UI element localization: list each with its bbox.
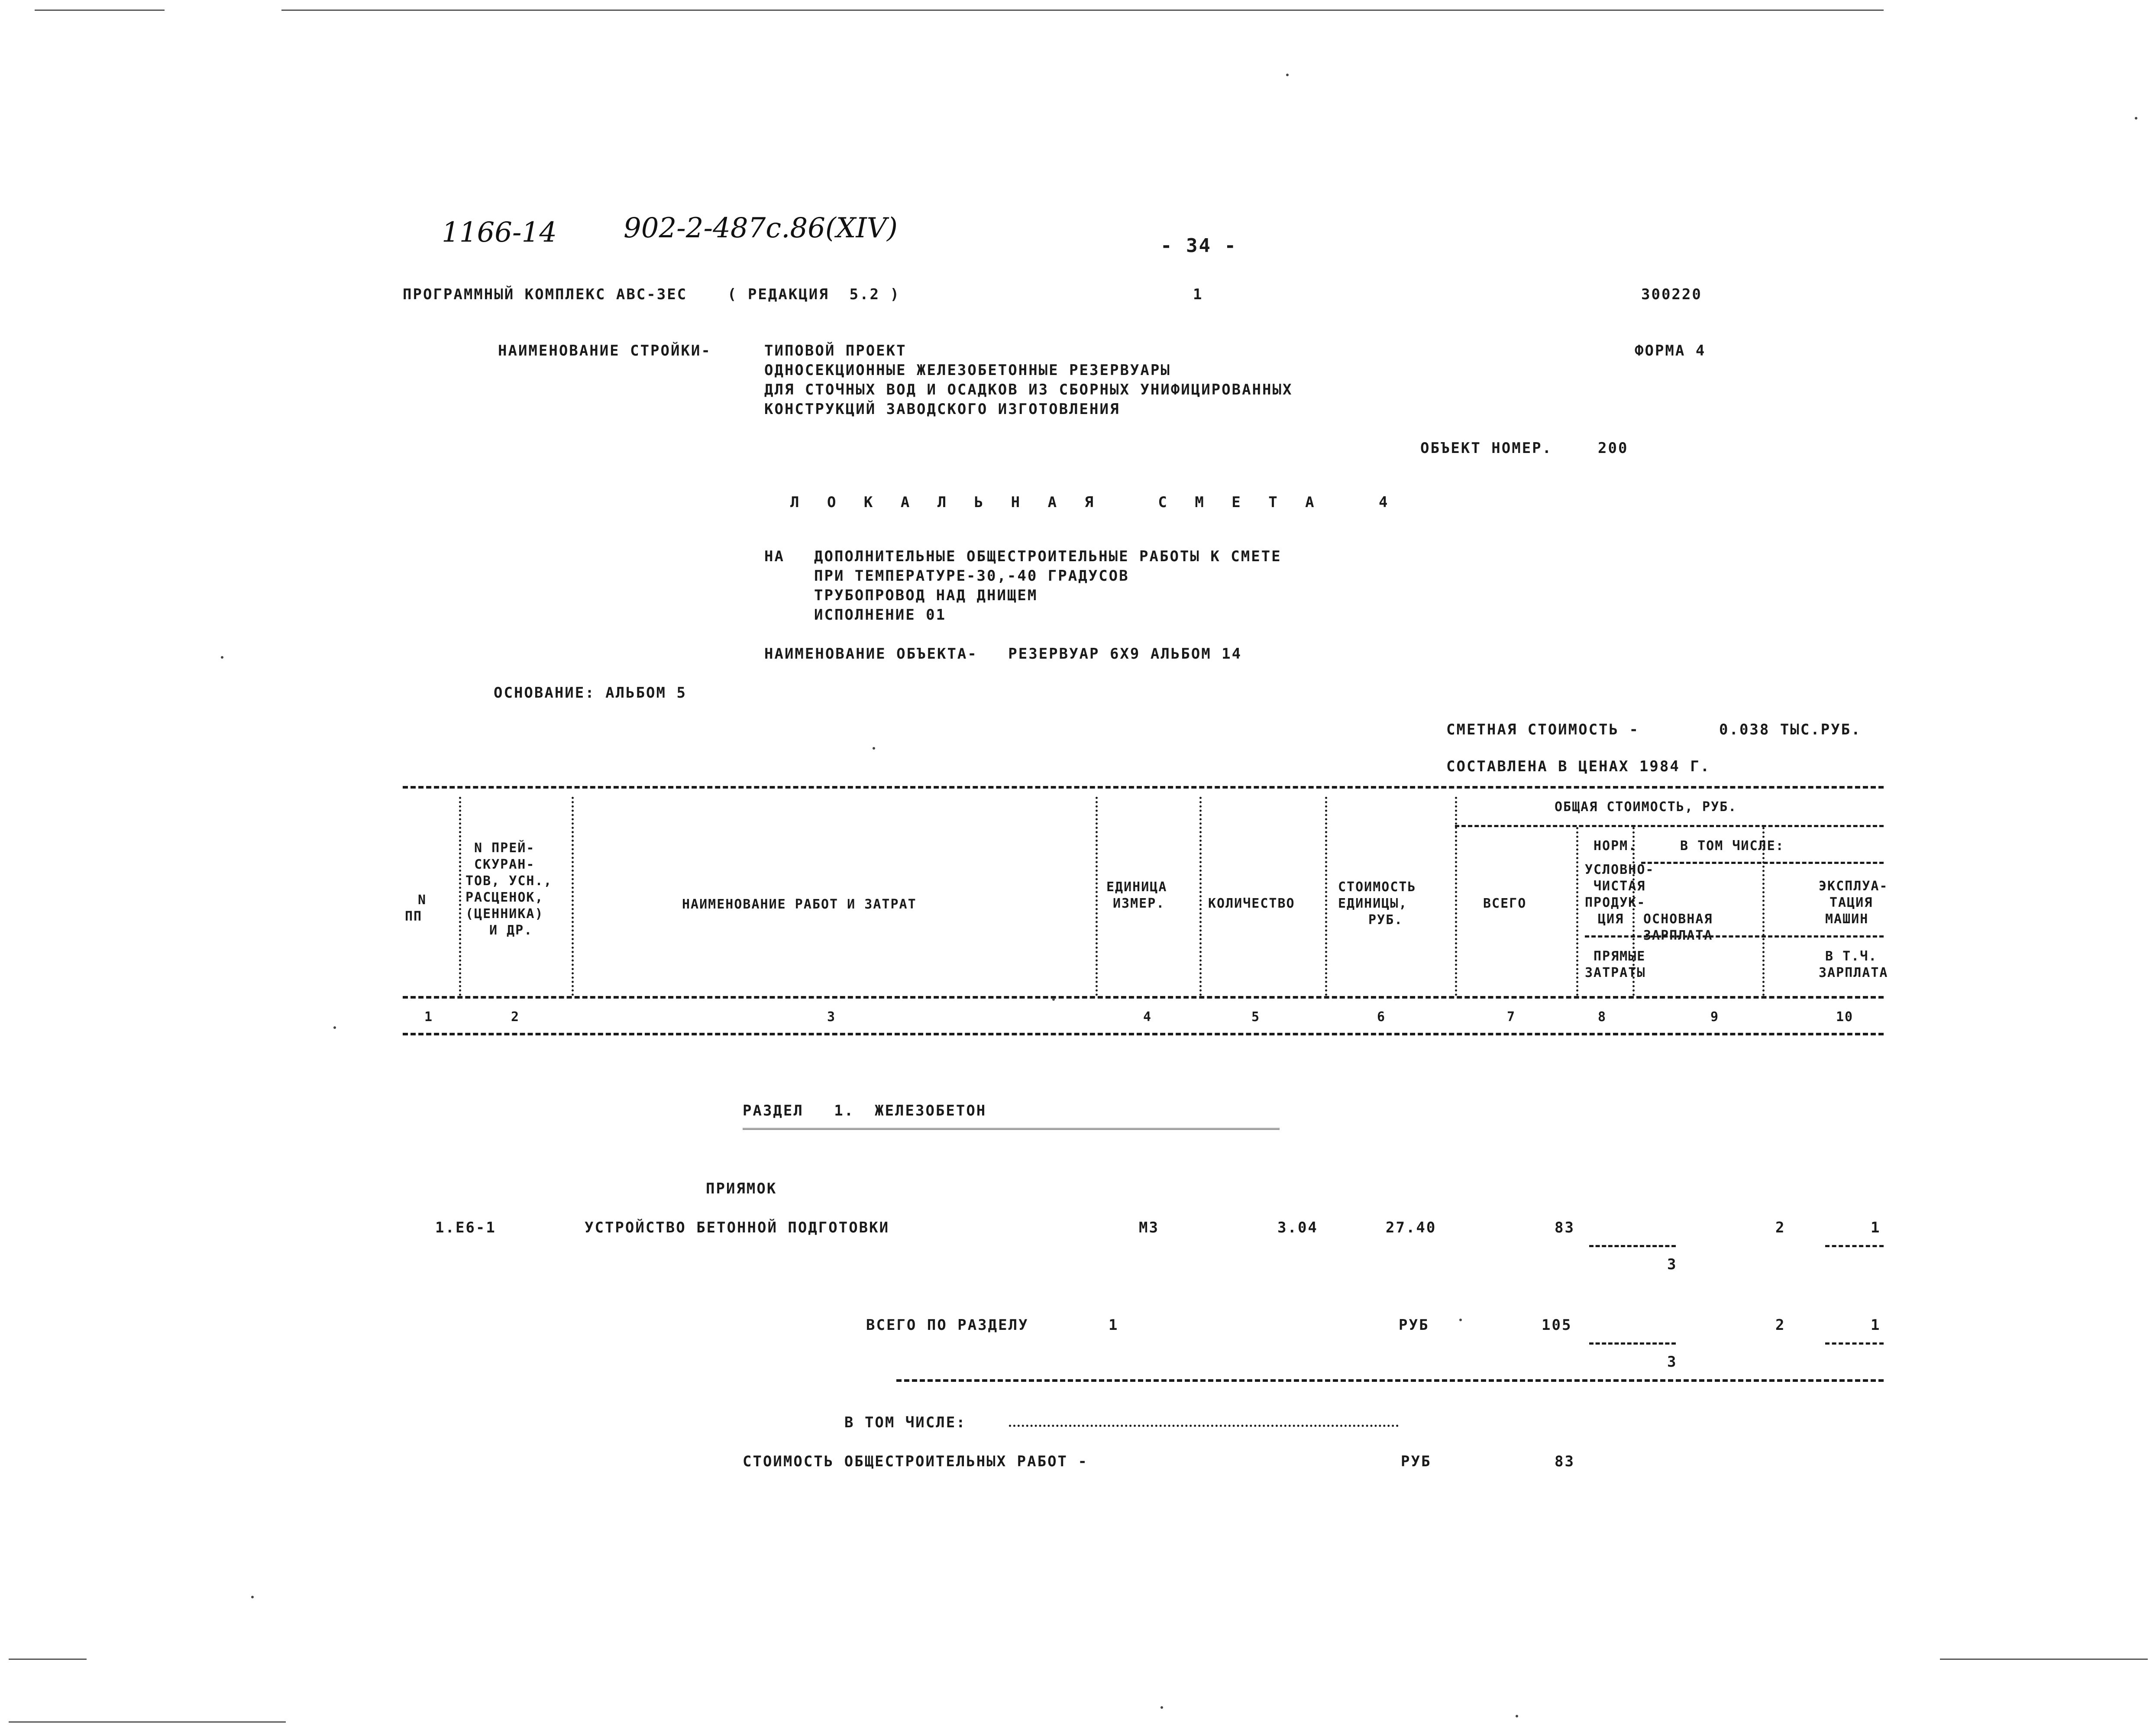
hdr-pp: ПП — [405, 909, 423, 924]
handwritten-note-project: 902-2-487c.86(XIV) — [624, 212, 898, 244]
hdr-qty: КОЛИЧЕСТВО — [1208, 896, 1295, 911]
incl-label: В ТОМ ЧИСЛЕ: — [844, 1414, 966, 1431]
construction-label: НАИМЕНОВАНИЕ СТРОЙКИ- — [498, 342, 711, 359]
hdr-price-3: ТОВ, УСН., — [465, 873, 553, 889]
construction-line-1: ТИПОВОЙ ПРОЕКТ — [764, 342, 907, 359]
scan-speck — [1160, 1706, 1163, 1709]
col-number-9: 9 — [1710, 1009, 1720, 1025]
hdr-price-4: РАСЦЕНОК, — [465, 890, 544, 905]
hdr-exp-1: ЭКСПЛУА- — [1819, 879, 1888, 894]
hdr-exp-3: МАШИН — [1825, 912, 1869, 927]
hdr-norm-5: ЦИЯ — [1598, 912, 1624, 927]
scan-edge-bottom — [9, 1721, 286, 1723]
hdr-price-6: И ДР. — [489, 923, 533, 938]
construction-line-4: КОНСТРУКЦИЙ ЗАВОДСКОГО ИЗГОТОВЛЕНИЯ — [764, 401, 1120, 418]
row-code: 1.Е6-1 — [435, 1219, 496, 1236]
section-total-unit: РУБ — [1399, 1316, 1429, 1334]
works-value: 83 — [1555, 1453, 1575, 1470]
handwritten-note-left: 1166-14 — [442, 217, 557, 249]
hdr-exp-salary-1: В Т.Ч. — [1825, 949, 1878, 964]
purpose-line-1: ДОПОЛНИТЕЛЬНЫЕ ОБЩЕСТРОИТЕЛЬНЫЕ РАБОТЫ К СМЕТЕ — [814, 548, 1282, 565]
section-total-exp: 2 — [1775, 1316, 1786, 1334]
hdr-unit-2: ИЗМЕР. — [1113, 896, 1165, 911]
purpose-line-4: ИСПОЛНЕНИЕ 01 — [814, 606, 947, 624]
section-title: РАЗДЕЛ 1. ЖЕЛЕЗОБЕТОН — [743, 1102, 987, 1119]
section-group: ПРИЯМОК — [706, 1180, 777, 1197]
section-total-no: 1 — [1109, 1316, 1119, 1334]
row-salary: 3 — [1667, 1256, 1678, 1273]
hdr-price-5: (ЦЕННИКА) — [465, 906, 544, 922]
hdr-norm-4: ПРОДУК- — [1585, 895, 1646, 910]
col-number-8: 8 — [1597, 1009, 1607, 1025]
scan-edge-top-left — [35, 10, 165, 11]
hdr-incl: В ТОМ ЧИСЛЕ: — [1680, 838, 1784, 854]
hdr-unit-1: ЕДИНИЦА — [1106, 880, 1167, 895]
object-name: НАИМЕНОВАНИЕ ОБЪЕКТА- РЕЗЕРВУАР 6Х9 АЛЬБОМ 14 — [764, 645, 1242, 663]
object-label: ОБЪЕКТ НОМЕР. — [1420, 440, 1553, 457]
estimate-title: Л О К А Л Ь Н А Я С М Е Т А 4 — [790, 494, 1397, 511]
scan-edge-bottom-left — [9, 1659, 87, 1660]
section-underline — [743, 1128, 1280, 1130]
table-rule-header-bottom — [403, 996, 1884, 999]
purpose-line-3: ТРУБОПРОВОД НАД ДНИЩЕМ — [814, 587, 1038, 604]
col-number-6: 6 — [1377, 1009, 1386, 1025]
program-page-no: 1 — [1193, 286, 1203, 303]
hdr-price-2: СКУРАН- — [474, 857, 535, 872]
hdr-unit-cost-3: РУБ. — [1368, 912, 1403, 928]
scan-speck — [2135, 117, 2137, 120]
col-number-3: 3 — [827, 1009, 836, 1025]
hdr-direct-2: ЗАТРАТЫ — [1585, 965, 1646, 980]
total-direct-rule — [1589, 1342, 1676, 1345]
row-total: 83 — [1555, 1219, 1575, 1236]
scan-speck — [221, 656, 223, 659]
scan-speck — [1052, 998, 1055, 1001]
col-sep-3 — [1096, 797, 1098, 996]
hdr-total-group: ОБЩАЯ СТОИМОСТЬ, РУБ. — [1555, 799, 1737, 815]
hdr-exp-2: ТАЦИЯ — [1830, 895, 1873, 910]
hdr-n: N — [418, 892, 427, 908]
hdr-work-name: НАИМЕНОВАНИЕ РАБОТ И ЗАТРАТ — [682, 897, 917, 912]
col-sep-2 — [572, 797, 574, 996]
table-rule-numbers-bottom — [403, 1033, 1884, 1035]
col-sep-1 — [459, 797, 461, 996]
col-number-2: 2 — [511, 1009, 520, 1025]
scan-speck — [333, 1026, 336, 1029]
col-sep-5 — [1325, 797, 1327, 996]
table-rule-top — [403, 786, 1884, 789]
form-label: ФОРМА 4 — [1635, 342, 1706, 359]
hdr-salary-2: ЗАРПЛАТА — [1643, 928, 1713, 943]
row-qty: 3.04 — [1277, 1219, 1318, 1236]
cost-label: СМЕТНАЯ СТОИМОСТЬ - — [1446, 721, 1639, 738]
row-exp-salary: 1 — [1871, 1219, 1881, 1236]
scan-edge-top — [281, 10, 1884, 11]
construction-line-2: ОДНОСЕКЦИОННЫЕ ЖЕЛЕЗОБЕТОННЫЕ РЕЗЕРВУАРЫ — [764, 362, 1171, 379]
hdr-norm-1: НОРМ. — [1594, 838, 1637, 854]
works-unit: РУБ — [1401, 1453, 1432, 1470]
scan-speck — [1286, 74, 1289, 76]
row-unit: М3 — [1139, 1219, 1159, 1236]
section-total-rule — [896, 1379, 1884, 1382]
object-number: 200 — [1598, 440, 1629, 457]
section-total-salary: 3 — [1667, 1353, 1678, 1371]
col-number-4: 4 — [1143, 1009, 1152, 1025]
section-total-exp-salary: 1 — [1871, 1316, 1881, 1334]
purpose-line-2: ПРИ ТЕМПЕРАТУРЕ-30,-40 ГРАДУСОВ — [814, 567, 1129, 585]
prices-note: СОСТАВЛЕНА В ЦЕНАХ 1984 Г. — [1446, 758, 1711, 775]
program-code: 300220 — [1641, 286, 1702, 303]
row-exp: 2 — [1775, 1219, 1786, 1236]
hdr-salary-1: ОСНОВНАЯ — [1643, 912, 1713, 927]
col-number-7: 7 — [1506, 1009, 1516, 1025]
row-unit-cost: 27.40 — [1386, 1219, 1437, 1236]
scan-edge-bottom-right — [1940, 1659, 2148, 1660]
hdr-norm-3: ЧИСТАЯ — [1594, 879, 1646, 894]
hdr-exp-salary-2: ЗАРПЛАТА — [1819, 965, 1888, 980]
scan-speck — [251, 1596, 254, 1598]
col-sep-6 — [1455, 797, 1457, 996]
scan-speck — [873, 747, 875, 750]
scan-speck — [1459, 1319, 1462, 1321]
hdr-total: ВСЕГО — [1483, 896, 1527, 911]
page-number: - 34 - — [1160, 235, 1237, 257]
cost-value: 0.038 ТЫС.РУБ. — [1719, 721, 1862, 738]
section-total-label: ВСЕГО ПО РАЗДЕЛУ — [866, 1316, 1029, 1334]
scan-speck — [1516, 1715, 1518, 1717]
col-number-1: 1 — [424, 1009, 433, 1025]
col-sep-7 — [1576, 827, 1578, 996]
hdr-norm-2: УСЛОВНО- — [1585, 862, 1655, 877]
col-sep-4 — [1199, 797, 1202, 996]
row-exp-rule — [1825, 1245, 1884, 1247]
program-name: ПРОГРАММНЫЙ КОМПЛЕКС АВС-ЗЕС — [403, 286, 688, 303]
hdr-unit-cost-2: ЕДИНИЦЫ, — [1338, 896, 1408, 911]
purpose-prefix: НА — [764, 548, 785, 565]
hdr-price-1: N ПРЕЙ- — [474, 841, 535, 856]
col-number-10: 10 — [1836, 1009, 1854, 1025]
construction-line-3: ДЛЯ СТОЧНЫХ ВОД И ОСАДКОВ ИЗ СБОРНЫХ УНИФИЦИРОВАННЫХ — [764, 381, 1293, 398]
program-edition: ( РЕДАКЦИЯ 5.2 ) — [727, 286, 900, 303]
incl-rule — [1009, 1425, 1399, 1427]
basis: ОСНОВАНИЕ: АЛЬБОМ 5 — [494, 684, 687, 702]
col-number-5: 5 — [1251, 1009, 1261, 1025]
total-exp-rule — [1825, 1342, 1884, 1345]
rule-direct — [1585, 935, 1884, 938]
works-label: СТОИМОСТЬ ОБЩЕСТРОИТЕЛЬНЫХ РАБОТ - — [743, 1453, 1088, 1470]
hdr-unit-cost-1: СТОИМОСТЬ — [1338, 880, 1416, 895]
section-total-value: 105 — [1542, 1316, 1572, 1334]
rule-total-group — [1455, 825, 1884, 827]
row-name: УСТРОЙСТВО БЕТОННОЙ ПОДГОТОВКИ — [585, 1219, 890, 1236]
row-direct-rule — [1589, 1245, 1676, 1247]
hdr-direct-1: ПРЯМЫЕ — [1594, 949, 1646, 964]
